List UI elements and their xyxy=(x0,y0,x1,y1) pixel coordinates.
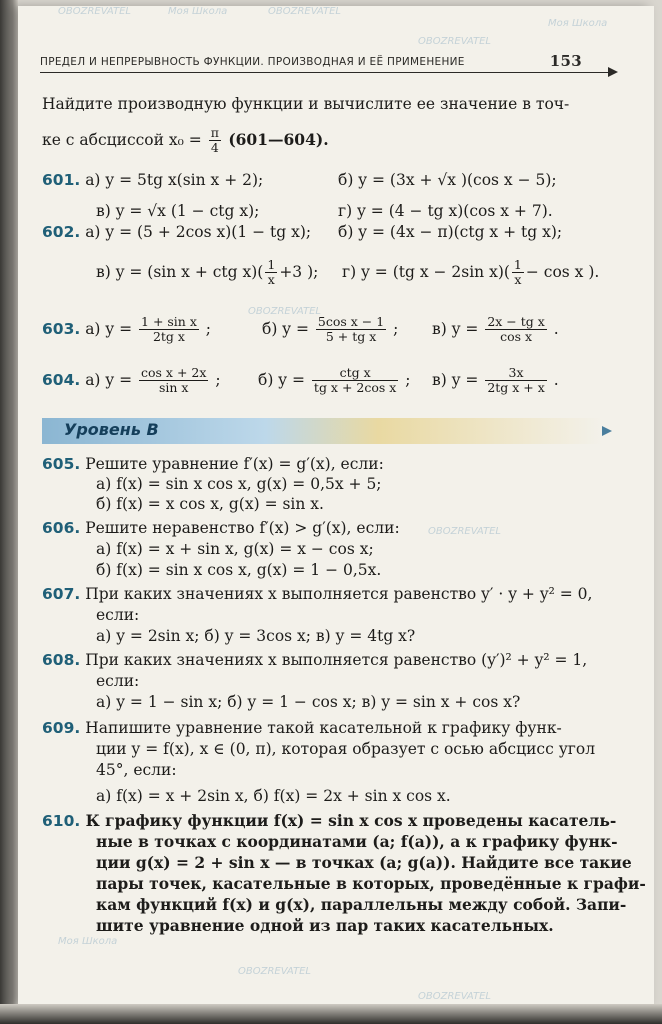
problem-601-v: в) y = √x (1 − ctg x); xyxy=(96,202,260,220)
problem-610 xyxy=(42,812,616,831)
problem-text: Решите уравнение f′(x) = g′(x), если: xyxy=(85,455,384,473)
option-v-label: в) y = xyxy=(432,370,479,389)
problem-608 xyxy=(42,652,587,670)
problem-608-if: если: xyxy=(96,672,140,690)
option-a-label: а) y = xyxy=(85,319,133,338)
problem-607 xyxy=(42,586,592,604)
problem-604-b: б) y = $\frac{\text{ctg x}}{\text{tg x + 2cos x}}$ ; xyxy=(258,365,411,396)
level-banner xyxy=(42,418,602,444)
problem-603-v: в) y = $\frac{\text{2x − tg x}}{\text{cos x}}$ . xyxy=(432,314,559,345)
problem-text: К графику функции f(x) = sin x cos x проведены касатель- xyxy=(85,811,617,830)
problem-609 xyxy=(42,720,562,738)
problem-610-l5: кам функций f(x) и g(x), параллельны между собой. Запи- xyxy=(96,895,627,914)
expr-text: г) y = (tg x − 2sin x)( xyxy=(342,262,510,281)
problem-605 xyxy=(42,456,384,474)
problem-number: 606. xyxy=(42,519,81,537)
level-title: Уровень B xyxy=(64,420,159,439)
fraction-denominator: x xyxy=(267,272,275,288)
problem-604: 604. а) y = $\frac{\text{cos x + 2x}}{\text{sin x}}$ ; xyxy=(42,365,221,396)
fraction xyxy=(265,258,277,288)
option-v-label: в) y = xyxy=(432,319,479,338)
problem-number: 602. xyxy=(42,223,81,241)
fraction xyxy=(316,315,386,345)
watermark: OBOZREVATEL xyxy=(428,526,501,537)
fraction-denominator: 2tg x xyxy=(152,329,185,345)
problem-609-l3: 45°, если: xyxy=(96,761,177,779)
fraction xyxy=(485,366,546,396)
problem-603: 603. а) y = $\frac{\text{1 + sin x}}{\text{2tg x}}$ ; xyxy=(42,314,212,345)
problem-609-options: а) f(x) = x + 2sin x, б) f(x) = 2x + sin x cos x. xyxy=(96,787,451,805)
option-a-label: а) y = xyxy=(85,370,133,389)
fraction-numerator: 2x − tg x xyxy=(487,314,545,329)
fraction-numerator: 1 xyxy=(513,257,522,272)
option-b-label: б) y = xyxy=(262,319,309,338)
header-rule xyxy=(40,72,610,73)
problem-603-b: б) y = $\frac{\text{5cos x − 1}}{\text{5 + tg x}}$ ; xyxy=(262,314,399,345)
option-a: а) y = (5 + 2cos x)(1 − tg x); xyxy=(85,223,312,241)
problem-602-v xyxy=(96,258,318,288)
problem-number: 601. xyxy=(42,171,81,189)
expr-text: +3 ); xyxy=(279,262,319,281)
banner-arrow-icon xyxy=(602,426,612,436)
fraction-denominator: tg x + 2cos x xyxy=(313,380,397,396)
fraction-numerator: 5cos x − 1 xyxy=(317,314,385,329)
fraction xyxy=(312,366,398,396)
problem-608-options: а) y = 1 − sin x; б) y = 1 − cos x; в) y = sin x + cos x? xyxy=(96,693,521,711)
watermark: OBOZREVATEL xyxy=(248,306,321,317)
fraction-numerator: 1 + sin x xyxy=(141,314,197,329)
problem-607-if: если: xyxy=(96,606,140,624)
option-b-label: б) y = xyxy=(258,370,305,389)
problem-605-a: а) f(x) = sin x cos x, g(x) = 0,5x + 5; xyxy=(96,475,382,493)
problem-601-b: б) y = (3x + √x )(cos x − 5); xyxy=(338,171,557,189)
watermark: OBOZREVATEL xyxy=(58,6,131,17)
watermark: OBOZREVATEL xyxy=(418,36,491,47)
fraction-denominator: x xyxy=(514,272,522,288)
fraction-denominator: cos x xyxy=(500,329,533,345)
fraction xyxy=(139,366,208,396)
watermark: Моя Школа xyxy=(548,18,608,29)
problem-609-l2: ции y = f(x), x ∈ (0, π), которая образует с осью абсцисс угол xyxy=(96,740,596,758)
watermark: Моя Школа xyxy=(168,6,228,17)
problem-610-l3: ции g(x) = 2 + sin x — в точках (a; g(a)). Найдите все такие xyxy=(96,853,632,872)
fraction-denominator: 2tg x + x xyxy=(487,380,545,396)
problem-number: 607. xyxy=(42,585,81,603)
fraction-numerator: 1 xyxy=(267,257,276,272)
intro-line-2 xyxy=(42,126,329,156)
problem-604-v: в) y = $\frac{3x}{\text{2tg x + x}}$ . xyxy=(432,365,559,396)
problem-606-a: а) f(x) = x + sin x, g(x) = x − cos x; xyxy=(96,540,374,558)
expr-text: в) y = (sin x + ctg x)( xyxy=(96,262,264,281)
problem-text: Решите неравенство f′(x) > g′(x), если: xyxy=(85,519,400,537)
problem-605-b: б) f(x) = x cos x, g(x) = sin x. xyxy=(96,495,324,513)
problem-number: 609. xyxy=(42,719,81,737)
problem-610-l4: пары точек, касательные в которых, проведённые к графи- xyxy=(96,874,646,893)
problem-602 xyxy=(42,224,311,242)
problem-number: 605. xyxy=(42,455,81,473)
fraction xyxy=(512,258,524,288)
page-header xyxy=(40,52,610,74)
option-a: а) y = 5tg x(sin x + 2); xyxy=(85,171,264,189)
problem-number: 604. xyxy=(42,370,81,389)
fraction-denominator: 4 xyxy=(210,140,219,156)
expr-text: − cos x ). xyxy=(525,262,600,281)
watermark: OBOZREVATEL xyxy=(418,991,491,1002)
fraction xyxy=(139,315,199,345)
intro-line-1: Найдите производную функции и вычислите ее значение в точ- xyxy=(42,95,570,113)
fraction xyxy=(209,126,221,156)
fraction-numerator: ctg x xyxy=(312,366,398,381)
problem-602-g xyxy=(342,258,599,288)
header-arrow-icon xyxy=(608,67,618,77)
problem-601-g: г) y = (4 − tg x)(cos x + 7). xyxy=(338,202,553,220)
problem-number: 603. xyxy=(42,319,81,338)
watermark: OBOZREVATEL xyxy=(238,966,311,977)
running-title: ПРЕДЕЛ И НЕПРЕРЫВНОСТЬ ФУНКЦИИ. ПРОИЗВОДНАЯ И ЕЁ ПРИМЕНЕНИЕ xyxy=(40,56,465,68)
fraction-numerator: cos x + 2x xyxy=(141,365,207,380)
fraction-denominator: sin x xyxy=(158,380,189,396)
problem-text: При каких значениях x выполняется равенство y′ · y + y² = 0, xyxy=(85,585,593,603)
problem-601 xyxy=(42,172,263,190)
page-bottom-edge xyxy=(0,1004,662,1024)
fraction-numerator: π xyxy=(210,125,219,140)
problem-text: Напишите уравнение такой касательной к графику функ- xyxy=(85,719,562,737)
problem-number: 610. xyxy=(42,812,81,830)
problem-text: При каких значениях x выполняется равенство (y′)² + y² = 1, xyxy=(85,651,588,669)
problem-606-b: б) f(x) = sin x cos x, g(x) = 1 − 0,5x. xyxy=(96,561,382,579)
problem-607-options: а) y = 2sin x; б) y = 3cos x; в) y = 4tg x? xyxy=(96,627,416,645)
problem-606 xyxy=(42,520,400,538)
watermark: OBOZREVATEL xyxy=(268,6,341,17)
watermark: Моя Школа xyxy=(58,936,118,947)
range-label: (601—604). xyxy=(222,129,329,149)
problem-number: 608. xyxy=(42,651,81,669)
fraction xyxy=(485,315,546,345)
book-binding xyxy=(0,0,18,1024)
page-number: 153 xyxy=(549,52,582,70)
fraction-numerator: 3x xyxy=(485,366,546,381)
problem-602-b: б) y = (4x − π)(ctg x + tg x); xyxy=(338,223,563,241)
fraction-denominator: 5 + tg x xyxy=(325,329,377,345)
problem-610-l6: шите уравнение одной из пар таких касательных. xyxy=(96,916,554,935)
intro-text: ке с абсциссой x₀ = xyxy=(42,130,207,149)
problem-610-l2: ные в точках с координатами (a; f(a)), а к графику функ- xyxy=(96,832,618,851)
